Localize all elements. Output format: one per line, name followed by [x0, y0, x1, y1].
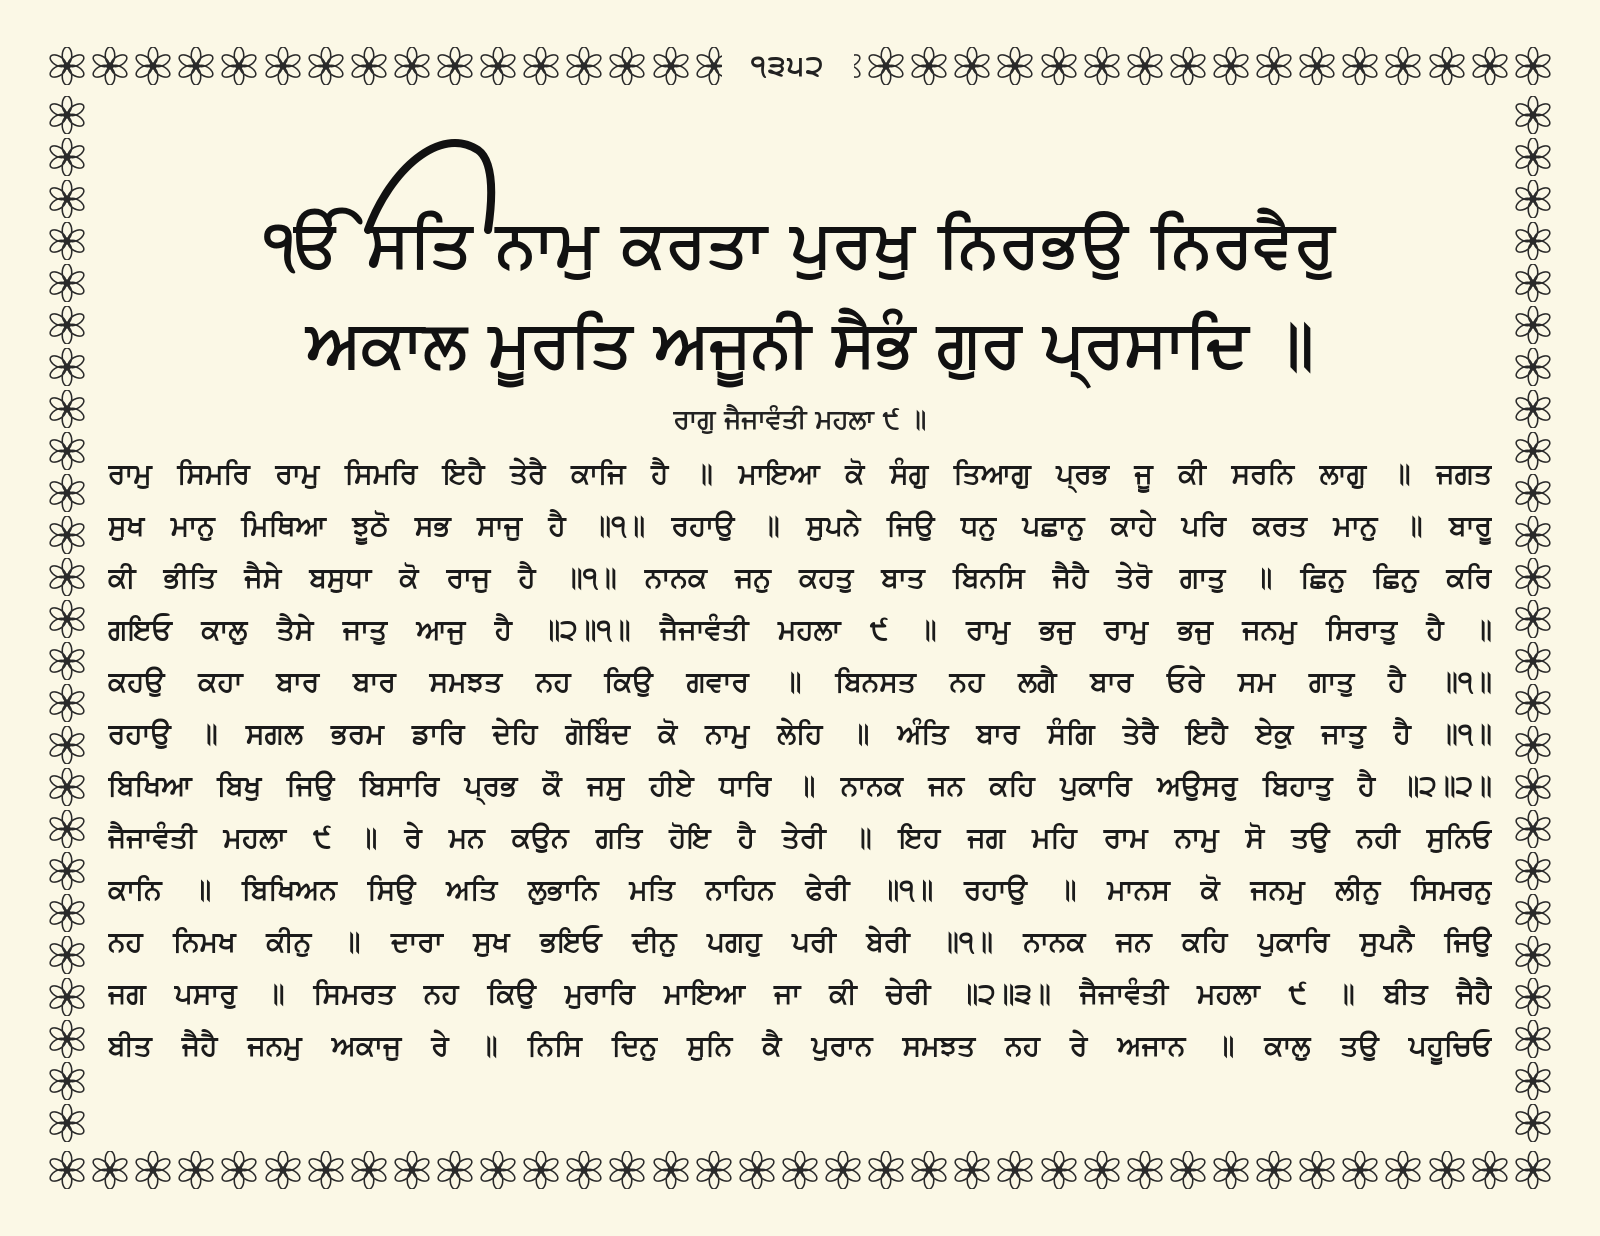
flower-icon — [1514, 642, 1552, 680]
flower-icon — [48, 558, 86, 596]
raag-heading: ਰਾਗੁ ਜੈਜਾਵੰਤੀ ਮਹਲਾ ੯ ॥ — [673, 405, 927, 435]
floral-border-bottom — [48, 1148, 1552, 1192]
flower-icon — [1169, 47, 1207, 85]
flower-icon — [48, 852, 86, 890]
flower-icon — [1083, 47, 1121, 85]
gurbani-text-block — [108, 448, 1492, 1072]
flower-icon — [996, 1151, 1034, 1189]
text-line: ਕਾਨਿ ॥ ਬਿਖਿਅਨ ਸਿਉ ਅਤਿ ਲੁਭਾਨਿ ਮਤਿ ਨਾਹਿਨ ਫੇਰੀ ॥੧॥ ਰਹਾਉ ॥ ਮਾਨਸ ਕੋ ਜਨਮੁ ਲੀਨੁ ਸਿਮਰਨੁ — [108, 873, 1492, 906]
flower-icon — [350, 47, 388, 85]
flower-icon — [1514, 474, 1552, 512]
flower-icon — [565, 47, 603, 85]
flower-icon — [48, 306, 86, 344]
flower-icon — [867, 1151, 905, 1189]
flower-icon — [652, 1151, 690, 1189]
flower-icon — [48, 810, 86, 848]
flower-icon — [48, 684, 86, 722]
flower-icon — [1514, 222, 1552, 260]
text-line: ਬੀਤ ਜੈਹੈ ਜਨਮੁ ਅਕਾਜੁ ਰੇ ॥ ਨਿਸਿ ਦਿਨੁ ਸੁਨਿ ਕੈ ਪੁਰਾਨ ਸਮਝਤ ਨਹ ਰੇ ਅਜਾਨ ॥ ਕਾਲੁ ਤਉ ਪਹੂਚਿਓ — [108, 1029, 1492, 1062]
mool-mantar-line-1: ੴ ਸਤਿ ਨਾਮੁ ਕਰਤਾ ਪੁਰਖੁ ਨਿਰਭਉ ਨਿਰਵੈਰੁ — [264, 208, 1336, 282]
flower-icon — [48, 768, 86, 806]
flower-icon — [1514, 600, 1552, 638]
flower-icon — [1083, 1151, 1121, 1189]
flower-icon — [652, 47, 690, 85]
flower-icon — [1471, 47, 1509, 85]
flower-icon — [1040, 1151, 1078, 1189]
text-line: ਜਗ ਪਸਾਰੁ ॥ ਸਿਮਰਤ ਨਹ ਕਿਉ ਮੁਰਾਰਿ ਮਾਇਆ ਜਾ ਕੀ ਚੇਰੀ ॥੨॥੩॥ ਜੈਜਾਵੰਤੀ ਮਹਲਾ ੯ ॥ ਬੀਤ ਜੈਹੈ — [108, 977, 1492, 1010]
flower-icon — [479, 1151, 517, 1189]
flower-icon — [1514, 180, 1552, 218]
flower-icon — [48, 96, 86, 134]
text-line: ਰਾਮੁ ਸਿਮਰਿ ਰਾਮੁ ਸਿਮਰਿ ਇਹੈ ਤੇਰੈ ਕਾਜਿ ਹੈ ॥ ਮਾਇਆ ਕੋ ਸੰਗੁ ਤਿਆਗੁ ਪ੍ਰਭ ਜੂ ਕੀ ਸਰਨਿ ਲਾਗੁ ॥ ਜਗਤ — [108, 457, 1492, 490]
flower-icon — [91, 47, 129, 85]
flower-icon — [1514, 1020, 1552, 1058]
flower-icon — [1298, 1151, 1336, 1189]
flower-icon — [1341, 47, 1379, 85]
flower-icon — [781, 1151, 819, 1189]
flower-icon — [134, 47, 172, 85]
flower-icon — [220, 1151, 258, 1189]
flower-icon — [307, 47, 345, 85]
flower-icon — [1126, 1151, 1164, 1189]
flower-icon — [1126, 47, 1164, 85]
flower-icon — [953, 47, 991, 85]
flower-icon — [1384, 47, 1422, 85]
flower-icon — [1514, 516, 1552, 554]
flower-icon — [522, 1151, 560, 1189]
flower-icon — [522, 47, 560, 85]
flower-icon — [1514, 1104, 1552, 1142]
text-line: ਨਹ ਨਿਮਖ ਕੀਨੁ ॥ ਦਾਰਾ ਸੁਖ ਭਇਓ ਦੀਨੁ ਪਗਹੁ ਪਰੀ ਬੇਰੀ ॥੧॥ ਨਾਨਕ ਜਨ ਕਹਿ ਪੁਕਾਰਿ ਸੁਪਨੈ ਜਿਉ — [108, 925, 1492, 958]
flower-icon — [264, 47, 302, 85]
flower-icon — [48, 936, 86, 974]
flower-icon — [1341, 1151, 1379, 1189]
flower-icon — [867, 47, 905, 85]
text-line: ਜੈਜਾਵੰਤੀ ਮਹਲਾ ੯ ॥ ਰੇ ਮਨ ਕਉਨ ਗਤਿ ਹੋਇ ਹੈ ਤੇਰੀ ॥ ਇਹ ਜਗ ਮਹਿ ਰਾਮ ਨਾਮੁ ਸੋ ਤਉ ਨਹੀ ਸੁਨਿਓ — [108, 821, 1492, 854]
flower-icon — [1514, 726, 1552, 764]
text-line: ਕੀ ਭੀਤਿ ਜੈਸੇ ਬਸੁਧਾ ਕੋ ਰਾਜੁ ਹੈ ॥੧॥ ਨਾਨਕ ਜਨੁ ਕਹਤੁ ਬਾਤ ਬਿਨਸਿ ਜੈਹੈ ਤੇਰੋ ਗਾਤੁ ॥ ਛਿਨੁ ਛਿਨੁ ਕਰਿ — [108, 561, 1492, 594]
flower-icon — [1514, 432, 1552, 470]
flower-icon — [953, 1151, 991, 1189]
flower-icon — [1514, 47, 1552, 85]
flower-icon — [91, 1151, 129, 1189]
flower-icon — [436, 47, 474, 85]
flower-icon — [738, 1151, 776, 1189]
flower-icon — [177, 1151, 215, 1189]
flower-icon — [1255, 47, 1293, 85]
flower-icon — [1514, 852, 1552, 890]
flower-icon — [134, 1151, 172, 1189]
flower-icon — [1212, 1151, 1250, 1189]
flower-icon — [1514, 348, 1552, 386]
flower-icon — [48, 222, 86, 260]
flower-icon — [1514, 264, 1552, 302]
flower-icon — [1514, 978, 1552, 1016]
floral-border-right — [1512, 96, 1554, 1142]
flower-icon — [1428, 47, 1466, 85]
floral-border-left — [46, 96, 88, 1142]
flower-icon — [48, 1104, 86, 1142]
flower-icon — [48, 1151, 86, 1189]
flower-icon — [220, 47, 258, 85]
flower-icon — [48, 1062, 86, 1100]
flower-icon — [1514, 768, 1552, 806]
flower-icon — [48, 516, 86, 554]
flower-icon — [1298, 47, 1336, 85]
flower-icon — [436, 1151, 474, 1189]
flower-icon — [48, 138, 86, 176]
text-line: ਸੁਖ ਮਾਨੁ ਮਿਥਿਆ ਝੂਠੋ ਸਭ ਸਾਜੁ ਹੈ ॥੧॥ ਰਹਾਉ ॥ ਸੁਪਨੇ ਜਿਉ ਧਨੁ ਪਛਾਨੁ ਕਾਹੇ ਪਰਿ ਕਰਤ ਮਾਨੁ ॥ ਬਾਰੂ — [108, 509, 1492, 542]
flower-icon — [48, 47, 86, 85]
flower-icon — [1514, 894, 1552, 932]
flower-icon — [608, 47, 646, 85]
text-line: ਕਹਉ ਕਹਾ ਬਾਰ ਬਾਰ ਸਮਝਤ ਨਹ ਕਿਉ ਗਵਾਰ ॥ ਬਿਨਸਤ ਨਹ ਲਗੈ ਬਾਰ ਓਰੇ ਸਮ ਗਾਤੁ ਹੈ ॥੧॥ — [108, 665, 1492, 698]
flower-icon — [48, 432, 86, 470]
flower-icon — [1514, 306, 1552, 344]
flower-icon — [1514, 936, 1552, 974]
flower-icon — [48, 726, 86, 764]
flower-icon — [48, 264, 86, 302]
flower-icon — [565, 1151, 603, 1189]
flower-icon — [350, 1151, 388, 1189]
flower-icon — [608, 1151, 646, 1189]
flower-icon — [1514, 1151, 1552, 1189]
flower-icon — [1384, 1151, 1422, 1189]
flower-icon — [48, 180, 86, 218]
flower-icon — [1514, 558, 1552, 596]
flower-icon — [1514, 96, 1552, 134]
flower-icon — [1212, 47, 1250, 85]
flower-icon — [1040, 47, 1078, 85]
page-number-box — [722, 44, 854, 88]
flower-icon — [48, 600, 86, 638]
page-number: ੧੩੫੨ — [750, 49, 826, 82]
text-line: ਰਹਾਉ ॥ ਸਗਲ ਭਰਮ ਡਾਰਿ ਦੇਹਿ ਗੋਬਿੰਦ ਕੋ ਨਾਮੁ ਲੇਹਿ ॥ ਅੰਤਿ ਬਾਰ ਸੰਗਿ ਤੇਰੈ ਇਹੈ ਏਕੁ ਜਾਤੁ ਹੈ ॥੧॥ — [108, 717, 1492, 750]
flower-icon — [48, 474, 86, 512]
flower-icon — [307, 1151, 345, 1189]
flower-icon — [1514, 138, 1552, 176]
flower-icon — [264, 1151, 302, 1189]
flower-icon — [177, 47, 215, 85]
mool-mantar-line-2: ਅਕਾਲ ਮੂਰਤਿ ਅਜੂਨੀ ਸੈਭੰ ਗੁਰ ਪ੍ਰਸਾਦਿ ॥ — [306, 308, 1314, 382]
text-line: ਗਇਓ ਕਾਲੁ ਤੈਸੇ ਜਾਤੁ ਆਜੁ ਹੈ ॥੨॥੧॥ ਜੈਜਾਵੰਤੀ ਮਹਲਾ ੯ ॥ ਰਾਮੁ ਭਜੁ ਰਾਮੁ ਭਜੁ ਜਨਮੁ ਸਿਰਾਤੁ ਹੈ ॥ — [108, 613, 1492, 646]
flower-icon — [695, 1151, 733, 1189]
flower-icon — [1255, 1151, 1293, 1189]
flower-icon — [1514, 810, 1552, 848]
flower-icon — [48, 978, 86, 1016]
flower-icon — [1514, 1062, 1552, 1100]
flower-icon — [1169, 1151, 1207, 1189]
flower-icon — [996, 47, 1034, 85]
flower-icon — [48, 1020, 86, 1058]
flower-icon — [48, 642, 86, 680]
flower-icon — [824, 1151, 862, 1189]
flower-icon — [393, 1151, 431, 1189]
text-line: ਬਿਖਿਆ ਬਿਖੁ ਜਿਉ ਬਿਸਾਰਿ ਪ੍ਰਭ ਕੌ ਜਸੁ ਹੀਏ ਧਾਰਿ ॥ ਨਾਨਕ ਜਨ ਕਹਿ ਪੁਕਾਰਿ ਅਉਸਰੁ ਬਿਹਾਤੁ ਹੈ ॥੨॥੨॥ — [108, 769, 1492, 802]
flower-icon — [1514, 684, 1552, 722]
flower-icon — [48, 894, 86, 932]
flower-icon — [1428, 1151, 1466, 1189]
flower-icon — [910, 1151, 948, 1189]
flower-icon — [48, 348, 86, 386]
flower-icon — [479, 47, 517, 85]
flower-icon — [393, 47, 431, 85]
flower-icon — [1471, 1151, 1509, 1189]
flower-icon — [910, 47, 948, 85]
